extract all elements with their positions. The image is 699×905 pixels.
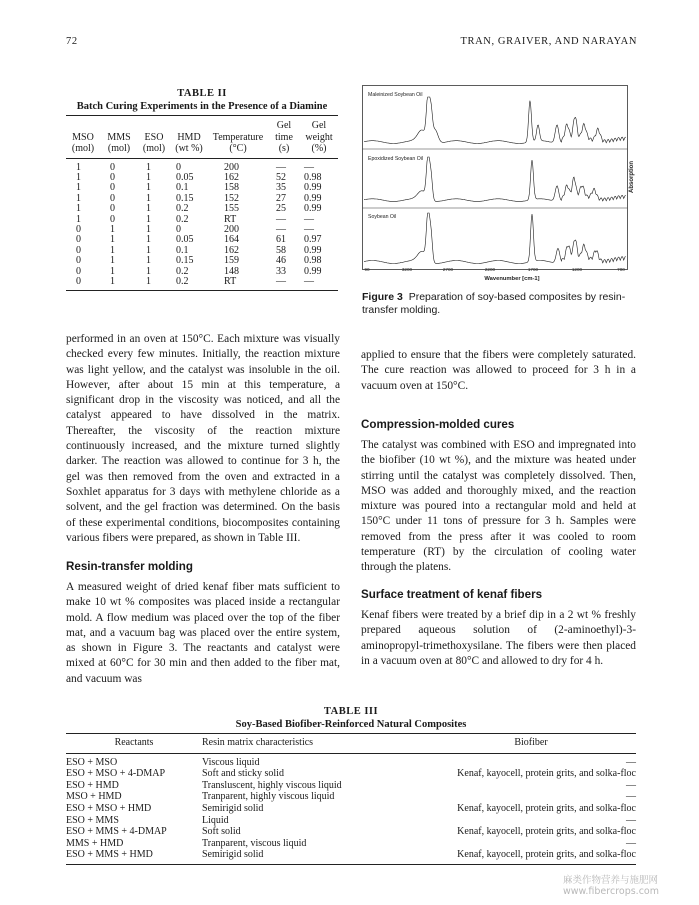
table3-cell: Viscous liquid — [202, 756, 260, 768]
panel-label-so: Soybean Oil — [368, 214, 397, 220]
table2-cell: 0.2 — [176, 213, 189, 225]
table3-body — [66, 753, 636, 861]
table3-cell: ESO + MMS + HMD — [66, 849, 153, 861]
table2-cell: 1 — [76, 203, 81, 215]
table-row — [66, 267, 338, 277]
table2-cell: 0.2 — [176, 265, 189, 277]
table3-label: TABLE III — [323, 706, 379, 717]
table2-cell: 0.05 — [176, 234, 194, 246]
x-axis-label: Wavenumber [cm-1] — [484, 276, 540, 281]
table3-cell: ESO + MMS + 4-DMAP — [66, 826, 167, 838]
table3-cell: — — [626, 791, 636, 803]
table3-cell: MMS + HMD — [66, 837, 124, 849]
table2-cell: 0.15 — [176, 192, 194, 204]
table2-cell: 158 — [224, 182, 239, 194]
x-tick-label: 700 — [617, 267, 625, 272]
figure3 — [362, 85, 636, 281]
figure3-caption — [362, 291, 636, 317]
ftir-spectra-plot — [362, 85, 636, 281]
table2-cell: 0.1 — [176, 182, 189, 194]
heading-compression-molded: Compression-molded cures — [361, 418, 515, 431]
table3-cell: ESO + HMD — [66, 779, 119, 791]
x-tick-label: 1200 — [571, 267, 583, 272]
table2-cell: 0.1 — [176, 244, 189, 256]
table2-cell: 1 — [76, 171, 81, 183]
figure3-caption-text: Preparation of soy-based composites by resin-transfer molding. — [362, 291, 626, 316]
table2-caption — [66, 87, 338, 113]
table2-cell: 1 — [146, 275, 151, 287]
paragraph-vacuum: applied to ensure that the fibers were completely saturated. The cure reaction was allowed to proceed for 3 h in a vacuum oven at 150°C. — [361, 349, 636, 392]
table2-header-line: HMD — [177, 131, 201, 143]
table2-cell: 58 — [276, 244, 286, 256]
table2-cell: 162 — [224, 244, 239, 256]
table2-header-line: Temperature — [212, 131, 264, 143]
table2-cell: — — [276, 275, 286, 287]
table3-cell: Transluscent, highly viscous liquid — [202, 779, 342, 791]
table-row — [66, 849, 636, 861]
table2-header — [66, 116, 338, 159]
table3-cell: Soft solid — [202, 826, 241, 838]
table2-cell: 1 — [146, 203, 151, 215]
table2-cell: 1 — [146, 192, 151, 204]
table2-cell: 0 — [110, 203, 115, 215]
watermark — [563, 872, 659, 897]
table3-title: Soy-Based Biofiber-Reinforced Natural Composites — [235, 719, 467, 730]
table3-cell: ESO + MSO — [66, 756, 118, 768]
panel-label-mso: Maleinized Soybean Oil — [368, 92, 423, 98]
table2-cell: — — [304, 213, 314, 225]
table2-cell: 33 — [276, 265, 286, 277]
table3-header-reactants: Reactants — [114, 737, 154, 748]
table2-cell: 1 — [110, 244, 115, 256]
table2-cell: 0 — [110, 182, 115, 194]
paragraph-rtm: A measured weight of dried kenaf fiber mats sufficient to make 10 wt % composites was placed inside a rectangular mold. A flow medium was placed over the top of the fiber mat, and a vacuum bag was placed over the entire system, as shown in Figure 3. The reactants and catalyst were mixed at 60°C for 30 min and then added to the fiber mat, and vacuum was — [66, 581, 340, 685]
paragraph-surface-treatment: Kenaf fibers were treated by a brief dip in a 2 wt % freshly prepared aqueous solution of (2-aminoethyl)-3-aminopropyl-trimethoxysilane. The fibers were then placed in a vacuum oven at 80°C and allowed to dry for 4 h. — [361, 609, 636, 667]
table2-cell: 1 — [76, 192, 81, 204]
table-row — [66, 753, 636, 768]
table3-cell: ESO + MMS — [66, 814, 119, 826]
table2-cell: — — [276, 223, 286, 235]
table3-cell: ESO + MSO + HMD — [66, 802, 152, 814]
table2-cell: 35 — [276, 182, 286, 194]
table2-header-line: MMS — [107, 131, 131, 143]
table2-cell: 0 — [76, 234, 81, 246]
table2-cell: 0 — [76, 255, 81, 267]
table2-cell: 1 — [146, 213, 151, 225]
table2-cell: 0.99 — [304, 265, 322, 277]
table2-header-cell — [208, 116, 268, 159]
table-row — [66, 768, 636, 780]
table3 — [66, 733, 636, 861]
running-title: TRAN, GRAIVER, AND NARAYAN — [460, 36, 637, 47]
table-row — [66, 791, 636, 803]
table2-header-line: (°C) — [229, 143, 247, 154]
table2-cell: 1 — [110, 255, 115, 267]
table2-cell: 0.15 — [176, 255, 194, 267]
table2-cell: 0 — [76, 244, 81, 256]
table-row — [66, 780, 636, 792]
table2-title: Batch Curing Experiments in the Presence of a Diamine — [76, 101, 328, 112]
table2-cell: 200 — [224, 161, 239, 173]
table2-cell: 0 — [76, 275, 81, 287]
table2-cell: 1 — [146, 265, 151, 277]
table2-header-cell — [300, 116, 338, 159]
table2-header-line: (wt %) — [175, 143, 203, 154]
table2-header-line: weight — [305, 131, 333, 143]
table3-cell: Tranparent, highly viscous liquid — [202, 791, 335, 803]
table-row — [66, 256, 338, 266]
table2-header-line: (mol) — [142, 143, 166, 154]
table2-cell: 0 — [110, 192, 115, 204]
table-row — [66, 225, 338, 235]
table2-cell: 1 — [110, 223, 115, 235]
heading-resin-transfer-molding: Resin-transfer molding — [66, 560, 193, 573]
table-row — [66, 235, 338, 245]
table3-cell: — — [626, 756, 636, 768]
table-row — [66, 815, 636, 827]
table3-header-biofiber: Biofiber — [514, 737, 548, 748]
table3-cell: — — [626, 814, 636, 826]
table2-cell: — — [276, 161, 286, 173]
paragraph-compression: The catalyst was combined with ESO and impregnated into the biofiber (10 wt %), and the mixture was heated under stirring until the catalyst was completely dissolved. Then, MSO was added and thoroughly mixed, and the reaction mixture was poured into a rectangular mold and held at 150°C under 11 tons of pressure for 3 h. Samples were removed from the press after it was cooled to room temperature (RT) by the circulation of cooling water through the platens. — [361, 439, 636, 574]
table2-cell: 0.2 — [176, 275, 189, 287]
table2-cell: 1 — [110, 275, 115, 287]
table2-header-line: (mol) — [107, 143, 131, 154]
table2-cell: 0.99 — [304, 244, 322, 256]
table2-cell: 1 — [110, 234, 115, 246]
table3-cell: Semirigid solid — [202, 849, 264, 861]
table3-cell: — — [626, 837, 636, 849]
table2-header-line: Gel — [311, 120, 327, 131]
x-tick-label: 90 — [364, 267, 370, 272]
table2-cell: 1 — [76, 213, 81, 225]
table2-cell: 148 — [224, 265, 239, 277]
table2-cell: 0.97 — [304, 234, 322, 246]
table2-cell: 52 — [276, 171, 286, 183]
table2-cell: — — [304, 161, 314, 173]
table3-cell: Semirigid solid — [202, 802, 264, 814]
table2-cell: 0.98 — [304, 171, 322, 183]
table-row — [66, 173, 338, 183]
table2-cell: RT — [224, 213, 237, 225]
table2-header-cell — [138, 116, 170, 159]
y-axis-label: Absorption — [629, 161, 635, 193]
paragraph-oven-cure: performed in an oven at 150°C. Each mixture was visually checked every few minutes. Initially, the reaction mixture was light yellow, and the catalyst was insoluble in the oil. However, after about 15 min at this temperature, a significant drop in the viscosity was noticed, and all the catalyst appeared to have dissolved in the matrix. Thereafter, the viscosity of the reaction mixture continuously increased, and the mixture turned slightly darker. The reaction was allowed to continue for 3 h, the gel was then removed from the oven and extracted in a Soxhlet apparatus for 3 days with methylene chloride as a solvent, and the gel fraction was determined. On the basis of these experimental conditions, biocomposites containing various fibers were prepared, as shown in Table III. — [66, 333, 340, 544]
table2-cell: — — [304, 223, 314, 235]
table2-cell: 25 — [276, 203, 286, 215]
x-tick-label: 3200 — [401, 267, 413, 272]
table2-header-cell — [66, 116, 100, 159]
table2 — [66, 115, 338, 287]
table3-caption — [66, 705, 636, 731]
table2-cell: 1 — [146, 234, 151, 246]
table3-header-resin: Resin matrix characteristics — [202, 737, 314, 748]
table2-cell: 1 — [146, 244, 151, 256]
table2-cell: 0 — [176, 161, 181, 173]
table2-cell: 0 — [176, 223, 181, 235]
table2-header-line: time — [275, 131, 293, 143]
table2-header-line: (mol) — [71, 143, 95, 154]
watermark-line1: 麻类作物营养与施肥网 — [562, 875, 658, 886]
table2-label: TABLE II — [177, 88, 227, 99]
table2-header-line: (s) — [278, 143, 290, 154]
table3-cell: ESO + MSO + 4-DMAP — [66, 768, 166, 780]
table-row — [66, 204, 338, 214]
table2-cell: — — [276, 213, 286, 225]
table2-header-line: (%) — [311, 143, 327, 154]
table2-header-cell — [170, 116, 208, 159]
heading-surface-treatment: Surface treatment of kenaf fibers — [361, 588, 543, 601]
table3-cell: Liquid — [202, 814, 229, 826]
table-row — [66, 158, 338, 173]
table2-cell: 0.05 — [176, 171, 194, 183]
panel-label-eso: Epoxidized Soybean Oil — [368, 156, 424, 162]
table2-cell: 0 — [110, 213, 115, 225]
table2-cell: 61 — [276, 234, 286, 246]
table2-cell: 1 — [110, 265, 115, 277]
table2-cell: 0.99 — [304, 182, 322, 194]
table-row — [66, 215, 338, 225]
table3-cell: Kenaf, kayocell, protein grits, and solka-floc — [457, 849, 636, 861]
table2-header-row — [66, 116, 338, 159]
table-row — [66, 194, 338, 204]
table-row — [66, 277, 338, 287]
table2-cell: 0.99 — [304, 192, 322, 204]
table2-cell: 1 — [76, 182, 81, 194]
table3-cell: Soft and sticky solid — [202, 768, 284, 780]
table2-cell: 1 — [146, 182, 151, 194]
x-tick-label: 2200 — [484, 267, 496, 272]
page-number: 72 — [66, 36, 78, 47]
table3-cell: MSO + HMD — [66, 791, 122, 803]
table3-cell: Kenaf, kayocell, protein grits, and solka-floc — [457, 802, 636, 814]
table2-cell: 27 — [276, 192, 286, 204]
table3-cell: Kenaf, kayocell, protein grits, and solka-floc — [457, 826, 636, 838]
table2-cell: 164 — [224, 234, 239, 246]
table3-header-row — [66, 734, 636, 754]
table2-cell: 152 — [224, 192, 239, 204]
watermark-line2: www.fibercrops.com — [562, 886, 659, 897]
table2-cell: 0.98 — [304, 255, 322, 267]
table3-cell: — — [626, 779, 636, 791]
table3-cell: Tranparent, viscous liquid — [202, 837, 307, 849]
table2-body — [66, 158, 338, 287]
left-column — [66, 332, 340, 546]
x-tick-label: 2700 — [442, 267, 454, 272]
table2-cell: 0.2 — [176, 203, 189, 215]
plot-frame — [363, 86, 628, 270]
table2-cell: 200 — [224, 223, 239, 235]
table2-cell: 162 — [224, 171, 239, 183]
table2-cell: 0 — [110, 171, 115, 183]
table-row — [66, 838, 636, 850]
table2-cell: 1 — [76, 161, 81, 173]
table3-cell: Kenaf, kayocell, protein grits, and solka-floc — [457, 768, 636, 780]
table2-header-line: MSO — [72, 131, 94, 143]
table2-cell: 1 — [146, 255, 151, 267]
table2-cell: 0.99 — [304, 203, 322, 215]
figure3-caption-label: Figure 3 — [362, 291, 403, 303]
table2-cell: — — [304, 275, 314, 287]
table2-header-line: Gel — [276, 120, 292, 131]
table2-cell: 159 — [224, 255, 239, 267]
table2-cell: 0 — [76, 223, 81, 235]
table2-cell: 1 — [146, 161, 151, 173]
x-tick-label: 1700 — [527, 267, 539, 272]
table2-cell: 0 — [76, 265, 81, 277]
table2-cell: 46 — [276, 255, 286, 267]
table2-header-cell — [268, 116, 300, 159]
table2-cell: 0 — [110, 161, 115, 173]
table2-header-cell — [100, 116, 138, 159]
table-row — [66, 826, 636, 838]
table-row — [66, 183, 338, 193]
table-row — [66, 246, 338, 256]
table2-cell: RT — [224, 275, 237, 287]
table-row — [66, 803, 636, 815]
table2-cell: 155 — [224, 203, 239, 215]
table2-cell: 1 — [146, 223, 151, 235]
table2-header-line: ESO — [144, 131, 164, 143]
table2-cell: 1 — [146, 171, 151, 183]
